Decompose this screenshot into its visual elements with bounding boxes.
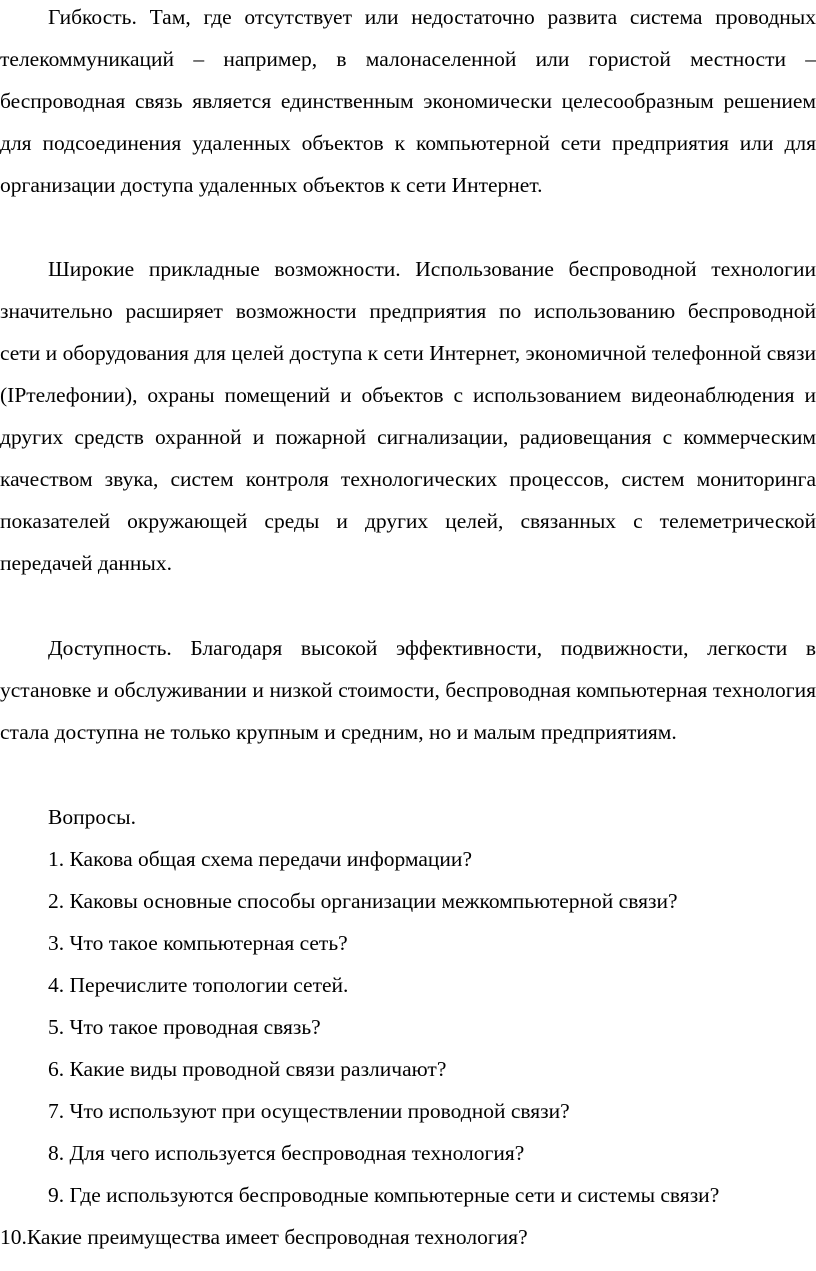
paragraph-applications: Широкие прикладные возможности. Использование беспроводной технологии значительно расширяет возможности предприятия по использованию беспроводной сети и оборудования для целей доступа к сети Интернет, экономичной телефонной связи (IPтелефонии), охраны помещений и объектов с использованием видеонаблюдения и других средств охранной и пожарной сигнализации, радиовещания с коммерческим качеством звука, систем контроля технологических процессов, систем мониторинга показателей окружающей среды и других целей, связанных с телеметрической передачей данных. <box>0 257 816 575</box>
question-item: 5. Что такое проводная связь? <box>48 1015 321 1039</box>
paragraph-flexibility: Гибкость. Там, где отсутствует или недостаточно развита система проводных телекоммуникаций – например, в малонаселенной или гористой местности – беспроводная связь является единственным экономически целесообразным решением для подсоединения удаленных объектов к компьютерной сети предприятия или для организации доступа удаленных объектов к сети Интернет. <box>0 5 816 197</box>
question-item: 4. Перечислите топологии сетей. <box>48 973 349 997</box>
question-item: 1. Какова общая схема передачи информации? <box>48 847 472 871</box>
question-item: 3. Что такое компьютерная сеть? <box>48 931 348 955</box>
question-item: 6. Какие виды проводной связи различают? <box>48 1057 447 1081</box>
question-item: 9. Где используются беспроводные компьютерные сети и системы связи? <box>48 1183 720 1207</box>
questions-title: Вопросы. <box>48 805 136 829</box>
question-item: 2. Каковы основные способы организации межкомпьютерной связи? <box>48 889 678 913</box>
question-item: 10.Какие преимущества имеет беспроводная технология? <box>0 1225 528 1249</box>
question-item: 7. Что используют при осуществлении проводной связи? <box>48 1099 570 1123</box>
question-item: 8. Для чего используется беспроводная технология? <box>48 1141 525 1165</box>
paragraph-availability: Доступность. Благодаря высокой эффективности, подвижности, легкости в установке и обслуживании и низкой стоимости, беспроводная компьютерная технология стала доступна не только крупным и средним, но и малым предприятиям. <box>0 636 816 744</box>
